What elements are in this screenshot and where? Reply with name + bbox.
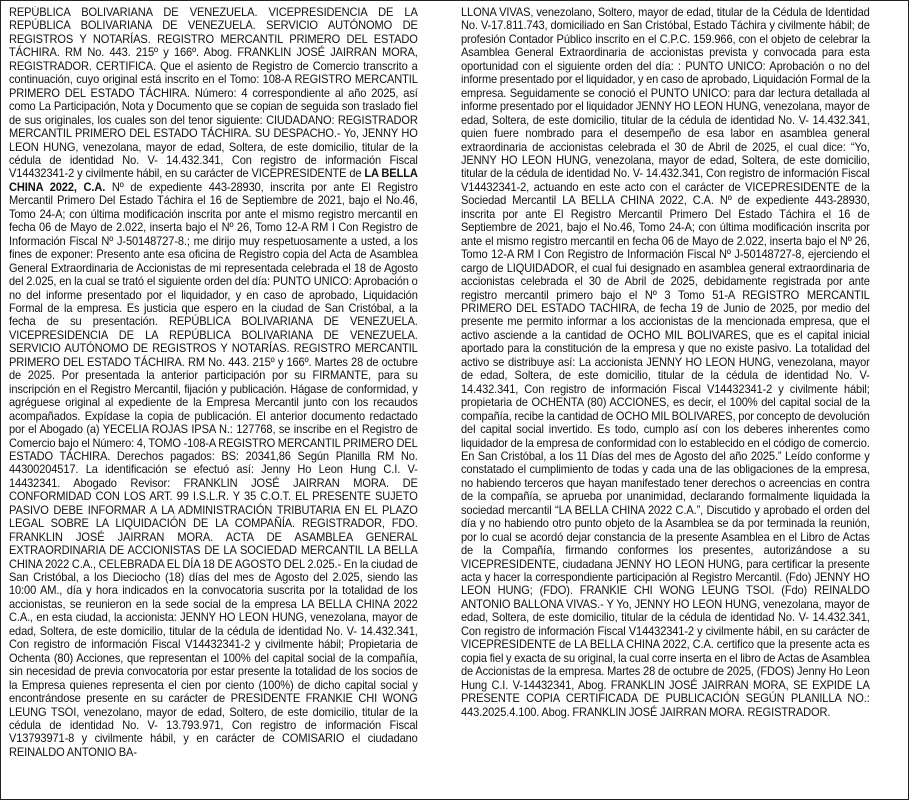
notice-paragraph bbox=[9, 6, 418, 759]
notice-column-right bbox=[461, 6, 870, 795]
notice-paragraph: LLONA VIVAS, venezolano, Soltero, mayor de edad, titular de la Cédula de Identidad No. V-17.811.743, domiciliado en San Cristóbal, Estado Táchira y civilmente hábil; de profesión Contador Público inscrito en el C.P.C. 159.966, con el objeto de celebrar la Asamblea General Extraordinaria de accionistas prevista y convocada para esta oportunidad con el siguiente orden del día: : PUNTO UNICO: Aprobación o no del informe presentado por el liquidador, y en caso de aprobado, Liquidación Formal de la empresa. Seguidamente se conoció el PUNTO UNICO: para dar lectura detallada al informe presentado por el liquidador JENNY HO LEON HUNG, venezolana, mayor de edad, Soltera, de este domicilio, titular de la cédula de identidad No. V- 14.432.341, quien fuere nombrado para el desempeño de esa labor en asamblea general extraordinaria de accionistas celebrada el 30 de Abril de 2025, el cual dice: “Yo, JENNY HO LEON HUNG, venezolana, mayor de edad, Soltera, de este domicilio, titular de la cédula de identidad No. V- 14.432.341, Con registro de información Fiscal V14432341-2, actuando en este acto con el carácter de VICEPRESIDENTE de la Sociedad Mercantil LA BELLA CHINA 2022, C.A. Nº de expediente 443-28930, inscrita por ante El Registro Mercantil Primero Del Estado Táchira el 16 de Septiembre de 2021, bajo el No.46, Tomo 24-A; con última modificación inscrita por ante el mismo registro mercantil en fecha 06 de Mayo de 2.022, inserta bajo el Nº 26, Tomo 12-A RM I Con Registro de Información Fiscal Nº J-50148727-8, ejerciendo el cargo de LIQUIDADOR, el cual fui designado en asamblea general extraordinaria de accionistas celebrada el 30 de Abril de 2025, debidamente registrada por ante registro mercantil primero bajo el Nº 3 Tomo 51-A REGISTRO MERCANTIL PRIMERO DEL ESTADO TACHIRA, de fecha 19 de Junio de 2025, por medio del presente me permito informar a los accionistas de la mencionada empresa, que el activo asciende a la cantidad de OCHO MIL BOLIVARES, que es el capital inicial aportado para la constitución de la empresa y que no existe pasivo. La totalidad del activo se distribuye así: La accionista JENNY HO LEON HUNG, venezolana, mayor de edad, Soltera, de este domicilio, titular de la cédula de identidad No. V- 14.432.341, Con registro de información Fiscal V14432341-2 y civilmente hábil; propietaria de OCHENTA (80) ACCIONES, es decir, el 100% del capital social de la compañía, recibe la cantidad de OCHO MIL BOLIVARES, por concepto de devolución del capital social invertido. Es todo, cumplo así con los deberes inherentes como liquidador de la empresa de conformidad con lo establecido en el código de comercio. En San Cristóbal, a los 11 Días del mes de Agosto del año 2025.” Leído conforme y constatado el cumplimiento de todas y cada una de las obligaciones de la empresa, no habiendo terceros que hayan manifestado tener derechos o acreencias en contra de la compañía, se aprueba por unanimidad, declarando formalmente liquidada la sociedad mercantil “LA BELLA CHINA 2022 C.A.”, Discutido y aprobado el orden del día y no habiendo otro punto objeto de la Asamblea se da por terminada la reunión, por lo cual se acordó dejar constancia de la presente Asamblea en el Libro de Actas de la Compañía, firmando conformes los presentes, autorizándose a su VICEPRESIDENTE, ciudadana JENNY HO LEON HUNG, para certificar la presente acta y hacer la correspondiente participación al Registro Mercantil. (Fdo) JENNY HO LEON HUNG; (FDO). FRANKIE CHI WONG LEUNG TSOI. (Fdo) REINALDO ANTONIO BALLONA VIVAS.- Y Yo, JENNY HO LEON HUNG, venezolana, mayor de edad, Soltera, de este domicilio, titular de la cédula de identidad No. V- 14.432.341, Con registro de información Fiscal V14432341-2 y civilmente hábil, en su carácter de VICEPRESIDENTE de LA BELLA CHINA 2022, C.A. certifico que la presente acta es copia fiel y exacta de su original, la cual corre inserta en el libro de Actas de Asamblea de Accionistas de la empresa. Martes 28 de octubre de 2025, (FDOS) Jenny Ho Leon Hung C.I. V-14432341, Abog. FRANKLIN JOSÉ JAIRRAN MORA, SE EXPIDE LA PRESENTE COPIA CERTIFICADA DE PUBLICACIÓN SEGÚN PLANILLA NO.: 443.2025.4.100. Abog. FRANKLIN JOSÉ JAIRRAN MORA. REGISTRADOR. bbox=[460, 6, 870, 719]
notice-text-part-2: Nº de expediente 443-28930, inscrita por ante El Registro Mercantil Primero Del Estado Táchira el 16 de Septiembre de 2021, bajo el No.46, Tomo 24-A; con última modificación inscrita por ante el mismo registro mercantil en fecha 06 de Mayo de 2.022, inserta bajo el Nº 26, Tomo 12-A RM I Con Registro de Información Fiscal Nº J-50148727-8.; me dirijo muy respetuosamente a usted, a los fines de exponer: Presento ante esa oficina de Registro copia del Acta de Asamblea General Extraordinaria de Accionistas de mi representada celebrada el 18 de Agosto del 2.025, en la cual se trató el siguiente orden del día: PUNTO UNICO: Aprobación o no del informe presentado por el liquidador, y en caso de aprobado, Liquidación Formal de la empresa. Es justicia que espero en la ciudad de San Cristóbal, a la fecha de su presentación. REPÚBLICA BOLIVARIANA DE VENEZUELA. VICEPRESIDENCIA DE LA REPÚBLICA BOLIVARIANA DE VENEZUELA. SERVICIO AUTÓNOMO DE REGISTROS Y NOTARÍAS. REGISTRO MERCANTIL PRIMERO DEL ESTADO TÁCHIRA. RM No. 443. 215º y 166º. Martes 28 de octubre de 2025. Por presentada la anterior participación por su FIRMANTE, para su inscripción en el Registro Mercantil, fijación y publicación. Hágase de conformidad, y agréguese original al expediente de la Empresa Mercantil junto con los recaudos acompañados. Expídase la copia de publicación. El anterior documento redactado por el Abogado (a) YECELIA ROJAS IPSA N.: 127768, se inscribe en el Registro de Comercio bajo el Número: 4, TOMO -108-A REGISTRO MERCANTIL PRIMERO DEL ESTADO TÁCHIRA. Derechos pagados: BS: 20341,86 Según Planilla RM No. 44300204517. La identificación se efectuó así: Jenny Ho Leon Hung C.I. V-14432341. Abogado Revisor: FRANKLIN JOSÉ JAIRRAN MORA. DE CONFORMIDAD CON LOS ART. 99 I.S.L.R. Y 35 C.O.T. EL PRESENTE SUJETO PASIVO DEBE INFORMAR A LA ADMINISTRACIÓN TRIBUTARIA EN EL PLAZO LEGAL SOBRE LA LIQUIDACIÓN DE LA COMPAÑÍA. REGISTRADOR, FDO. FRANKLIN JOSÉ JAIRRAN MORA. ACTA DE ASAMBLEA GENERAL EXTRAORDINARIA DE ACCIONISTAS DE LA SOCIEDAD MERCANTIL LA BELLA CHINA 2022 C.A., CELEBRADA EL DÍA 18 DE AGOSTO DEL 2.025.- En la ciudad de San Cristóbal, a los Dieciocho (18) días del mes de Agosto del 2.025, siendo las 10:00 AM., día y hora indicados en la convocatoria suscrita por la totalidad de los accionistas, se reunieron en la sede social de la empresa LA BELLA CHINA 2022 C.A., en esta ciudad, la accionista: JENNY HO LEON HUNG, venezolana, mayor de edad, Soltera, de este domicilio, titular de la cédula de identidad No. V- 14.432.341, Con registro de información Fiscal V14432341-2 y civilmente hábil; Propietaria de Ochenta (80) Acciones, que representan el 100% del capital social de la compañía, sin necesidad de previa convocatoria por estar presente la totalidad de los socios de la Empresa quienes representa el cien por ciento (100%) de dicho capital social y encontrándose presente en su carácter de PRESIDENTE FRANKIE CHI WONG LEUNG TSOI, venezolano, mayor de edad, Soltero, de este domicilio, titular de la cédula de identidad No. V- 13.793.971, Con registro de información Fiscal V13793971-8 y civilmente hábil, y en carácter de COMISARIO el ciudadano REINALDO ANTONIO BA- bbox=[9, 179, 418, 759]
company-name: LA BELLA CHINA 2022, C.A. bbox=[9, 166, 418, 194]
notice-text-part-1: REPÚBLICA BOLIVARIANA DE VENEZUELA. VICEPRESIDENCIA DE LA REPÚBLICA BOLIVARIANA DE VENEZUELA. SERVICIO AUTÓNOMO DE REGISTROS Y NOTARÍAS. REGISTRO MERCANTIL PRIMERO DEL ESTADO TÁCHIRA. RM No. 443. 215º y 166º. Abog. FRANKLIN JOSÉ JAIRRAN MORA, REGISTRADOR. CERTIFICA. Que el asiento de Registro de Comercio transcrito a continuación, cuyo original está inscrito en el Tomo: 108-A REGISTRO MERCANTIL PRIMERO DEL ESTADO TÁCHIRA. Número: 4 correspondiente al año 2025, así como La Participación, Nota y Documento que se copian de seguida son traslado fiel de sus originales, los cuales son del tenor siguiente: CIUDADANO: REGISTRADOR MERCANTIL PRIMERO DEL ESTADO TÁCHIRA. SU DESPACHO.- Yo, JENNY HO LEON HUNG, venezolana, mayor de edad, Soltera, de este domicilio, titular de la cédula de identidad No. V- 14.432.341, Con registro de información Fiscal V14432341-2 y civilmente hábil, en su carácter de VICEPRESIDENTE de bbox=[9, 6, 418, 181]
notice-column-left bbox=[9, 6, 418, 795]
